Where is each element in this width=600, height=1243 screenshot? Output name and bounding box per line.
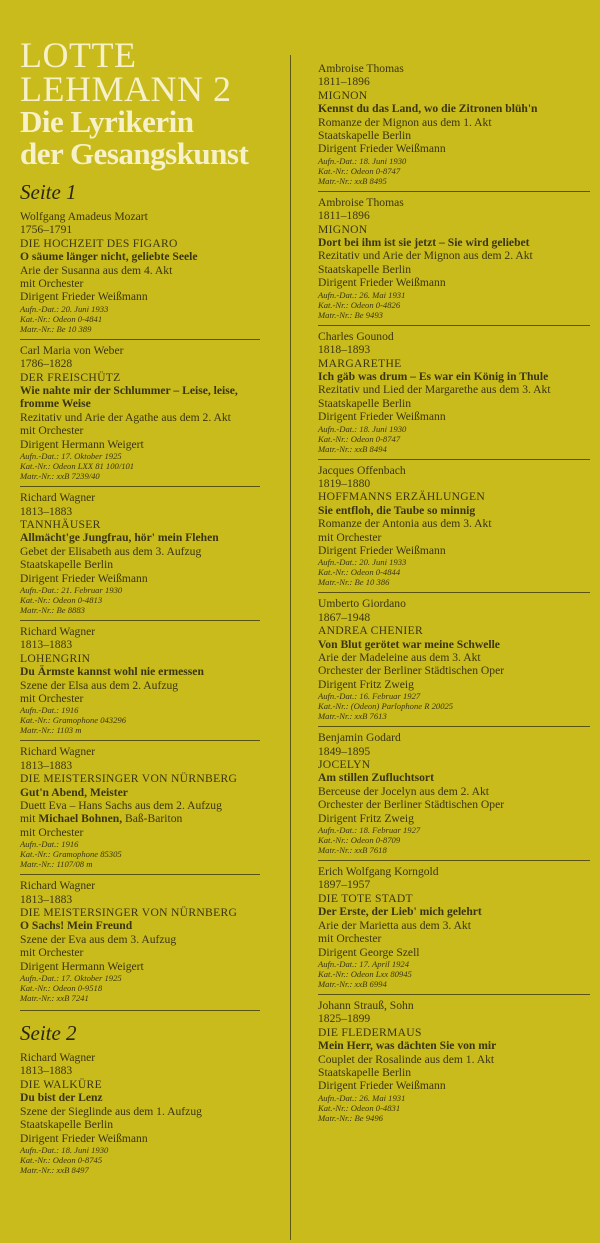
composer-dates: 1825–1899 [318,1012,371,1026]
performance-detail: Dirigent Frieder Weißmann [318,543,446,557]
recording-note: Kat.-Nr.: Gramophone 043296 [20,715,126,726]
performance-detail: Orchester der Berliner Städtischen Oper [318,798,505,812]
work-title: DIE MEISTERSINGER VON NÜRNBERG [20,772,238,786]
recording-note: Matr.-Nr.: Be 10 386 [318,577,390,588]
work-title: DIE HOCHZEIT DES FIGARO [20,236,178,250]
recording-note: Kat.-Nr.: (Odeon) Parlophone R 20025 [318,701,454,712]
aria-title: Sie entfloh, die Taube so minnig [318,503,476,517]
recording-note: Aufn.-Dat.: 26. Mai 1931 [318,289,406,300]
track-entry [20,874,260,1008]
recording-note: Aufn.-Dat.: 20. Juni 1933 [318,557,407,568]
composer-dates: 1811–1896 [318,75,370,89]
aria-title: Du Ärmste kannst wohl nie ermessen [20,665,204,679]
recording-note: Aufn.-Dat.: 1916 [20,705,79,716]
recording-note: Matr.-Nr.: Be 10 389 [20,323,92,334]
recording-note: Aufn.-Dat.: 17. Oktober 1925 [20,451,122,462]
performance-detail: mit Orchester [20,825,84,839]
column-divider [290,55,291,1240]
performance-detail: Dirigent Fritz Zweig [318,811,414,825]
aria-title: Du bist der Lenz [20,1091,103,1105]
recording-note: Kat.-Nr.: Odeon 0-4844 [318,567,401,578]
track-entry [318,860,590,994]
aria-title: Gut'n Abend, Meister [20,785,128,799]
composer-dates: 1819–1880 [318,476,371,490]
performance-detail: Staatskapelle Berlin [20,1118,114,1132]
recording-notes [20,585,260,615]
track-entry [318,62,590,191]
performance-detail: Gebet der Elisabeth aus dem 3. Aufzug [20,544,202,558]
side-divider [20,1010,260,1011]
recording-note: Kat.-Nr.: Odeon 0-8747 [318,165,401,176]
recording-notes [20,1145,260,1175]
performance-detail: Dirigent Frieder Weißmann [20,290,148,304]
composer-dates: 1813–1883 [20,1064,73,1078]
recording-notes [318,1093,590,1123]
recording-note: Aufn.-Dat.: 18. Juni 1930 [318,423,407,434]
recording-notes [20,705,260,735]
performance-detail: Szene der Eva aus dem 3. Aufzug [20,932,177,946]
recording-notes [20,973,260,1003]
work-title: DIE TOTE STADT [318,891,413,905]
recording-note: Kat.-Nr.: Gramophone 85305 [20,849,122,860]
composer-dates: 1813–1883 [20,758,73,772]
composer-name: Richard Wagner [20,491,96,505]
recording-note: Matr.-Nr.: xxB 7618 [318,845,387,856]
work-title: HOFFMANNS ERZÄHLUNGEN [318,490,486,504]
side-1-tracklist [20,210,260,1008]
track-entry [318,592,590,726]
recording-note: Aufn.-Dat.: 17. Oktober 1925 [20,973,122,984]
aria-title: Wie nahte mir der Schlummer – Leise, leise, fromme Weise [20,384,238,411]
aria-title: Allmächt'ge Jungfrau, hör' mein Flehen [20,531,219,545]
composer-name: Erich Wolfgang Korngold [318,865,439,879]
left-column [20,35,260,1180]
right-column [318,62,590,1128]
composer-name: Ambroise Thomas [318,195,404,209]
performance-detail: Dirigent Frieder Weißmann [20,571,148,585]
work-title: LOHENGRIN [20,651,91,665]
performance-detail: Dirigent Frieder Weißmann [318,142,446,156]
recording-note: Kat.-Nr.: Odeon LXX 81 100/101 [20,461,135,472]
composer-dates: 1813–1883 [20,638,73,652]
recording-note: Matr.-Nr.: xxB 7613 [318,711,387,722]
album-title-line-1: LOTTE [20,35,137,75]
recording-note: Matr.-Nr.: xxB 7241 [20,993,89,1004]
composer-name: Richard Wagner [20,745,96,759]
aria-title: O säume länger nicht, geliebte Seele [20,250,198,264]
performance-detail: Staatskapelle Berlin [318,396,412,410]
recording-note: Kat.-Nr.: Odeon 0-4813 [20,594,103,605]
recording-notes [20,304,260,334]
aria-title: Mein Herr, was dächten Sie von mir [318,1039,497,1053]
recording-note: Matr.-Nr.: xxB 8495 [318,175,387,186]
performance-detail: mit Orchester [20,277,84,291]
composer-name: Charles Gounod [318,329,394,343]
composer-dates: 1818–1893 [318,343,371,357]
composer-name: Richard Wagner [20,624,96,638]
performance-detail: Couplet der Rosalinde aus dem 1. Akt [318,1052,495,1066]
partner-name: Michael Bohnen, [38,812,123,826]
track-entry [20,1051,260,1180]
performance-detail: Arie der Marietta aus dem 3. Akt [318,918,471,932]
recording-note: Matr.-Nr.: 1103 m [20,725,82,736]
performance-detail: Dirigent Fritz Zweig [318,677,414,691]
aria-title: Am stillen Zufluchtsort [318,771,434,785]
track-entry [20,210,260,339]
aria-title: Der Erste, der Lieb' mich gelehrt [318,905,482,919]
work-title: MIGNON [318,222,368,236]
performance-detail: mit Orchester [20,946,84,960]
performance-detail: Orchester der Berliner Städtischen Oper [318,664,505,678]
recording-note: Aufn.-Dat.: 21. Februar 1930 [20,584,123,595]
aria-title: Dort bei ihm ist sie jetzt – Sie wird geliebet [318,236,530,250]
recording-note: Matr.-Nr.: xxB 8497 [20,1164,89,1175]
recording-note: Kat.-Nr.: Odeon 0-8747 [318,433,401,444]
aria-title: Kennst du das Land, wo die Zitronen blüh'n [318,102,538,116]
composer-name: Richard Wagner [20,879,96,893]
performance-detail: mit Orchester [318,530,382,544]
side-1-heading: Seite 1 [20,180,77,204]
track-entry [20,620,260,740]
recording-note: Aufn.-Dat.: 18. Juni 1930 [20,1144,109,1155]
performance-detail: mit Orchester [20,424,84,438]
composer-dates: 1897–1957 [318,878,371,892]
recording-note: Matr.-Nr.: Be 8883 [20,604,85,615]
performance-detail: Staatskapelle Berlin [20,558,114,572]
performance-detail: Rezitativ und Arie der Agathe aus dem 2. Akt [20,410,231,424]
composer-dates: 1867–1948 [318,610,371,624]
performance-detail: Staatskapelle Berlin [318,129,412,143]
recording-note: Aufn.-Dat.: 20. Juni 1933 [20,303,109,314]
side-2-tracklist-right [318,62,590,1128]
recording-notes [318,959,590,989]
performance-detail: Dirigent Frieder Weißmann [20,1131,148,1145]
album-subtitle-line-1: Die Lyrikerin [20,104,194,139]
recording-note: Aufn.-Dat.: 16. Februar 1927 [318,691,421,702]
recording-note: Matr.-Nr.: Be 9493 [318,309,383,320]
work-title: DIE WALKÜRE [20,1077,102,1091]
composer-name: Richard Wagner [20,1051,96,1065]
album-title-block [20,35,260,171]
performance-detail: Romanze der Mignon aus dem 1. Akt [318,115,492,129]
recording-note: Kat.-Nr.: Odeon 0-4831 [318,1102,401,1113]
track-entry [318,994,590,1128]
recording-notes [318,156,590,186]
track-entry [318,325,590,459]
work-title: DER FREISCHÜTZ [20,370,121,384]
performance-detail: Arie der Madeleine aus dem 3. Akt [318,651,481,664]
partner-voice: Baß-Bariton [122,812,183,826]
aria-title: Ich gäb was drum – Es war ein König in Thule [318,369,549,383]
composer-name: Johann Strauß, Sohn [318,998,414,1012]
performance-detail: Dirigent Hermann Weigert [20,437,144,451]
performance-detail: Rezitativ und Arie der Mignon aus dem 2. Akt [318,249,533,263]
work-title: MARGARETHE [318,356,402,370]
work-title: ANDREA CHENIER [318,624,423,638]
composer-name: Benjamin Godard [318,731,401,745]
recording-note: Matr.-Nr.: Be 9496 [318,1112,383,1123]
performance-detail: Rezitativ und Lied der Margarethe aus dem 3. Akt [318,383,551,397]
recording-note: Matr.-Nr.: xxB 6994 [318,978,387,989]
recording-note: Aufn.-Dat.: 17. April 1924 [318,958,410,969]
performance-detail: Dirigent Hermann Weigert [20,959,144,973]
recording-note: Matr.-Nr.: xxB 8494 [318,443,387,454]
track-entry [318,191,590,325]
track-entry [318,459,590,593]
album-subtitle-line-2: der Gesangskunst [20,136,249,171]
performance-detail: Romanze der Antonia aus dem 3. Akt [318,517,492,531]
track-entry [20,740,260,874]
track-entry [318,726,590,860]
recording-note: Kat.-Nr.: Odeon 0-4826 [318,299,401,310]
performance-detail: Dirigent George Szell [318,945,420,959]
composer-dates: 1849–1895 [318,744,371,758]
side-2-tracklist-left [20,1051,260,1180]
composer-name: Carl Maria von Weber [20,343,124,357]
composer-dates: 1811–1896 [318,209,370,223]
performance-detail: Staatskapelle Berlin [318,262,412,276]
track-entry [20,339,260,486]
recording-note: Kat.-Nr.: Odeon 0-8745 [20,1154,103,1165]
performance-detail: Staatskapelle Berlin [318,1065,412,1079]
composer-dates: 1786–1828 [20,357,73,371]
recording-notes [318,557,590,587]
aria-title: O Sachs! Mein Freund [20,919,133,933]
recording-note: Aufn.-Dat.: 1916 [20,839,79,850]
performance-detail: Szene der Elsa aus dem 2. Aufzug [20,678,179,692]
performance-detail: Duett Eva – Hans Sachs aus dem 2. Aufzug [20,799,222,812]
performance-detail: mit Orchester [20,691,84,705]
recording-note: Kat.-Nr.: Odeon 0-8709 [318,835,401,846]
work-title: DIE FLEDERMAUS [318,1025,422,1039]
performance-detail: Berceuse der Jocelyn aus dem 2. Akt [318,784,489,798]
composer-dates: 1756–1791 [20,223,73,237]
performance-detail: Arie der Susanna aus dem 4. Akt [20,263,173,277]
album-title-line-2: LEHMANN 2 [20,69,232,109]
recording-note: Matr.-Nr.: 1107/08 m [20,859,93,870]
track-entry [20,486,260,620]
composer-name: Jacques Offenbach [318,463,406,477]
side-2-heading: Seite 2 [20,1021,77,1046]
recording-notes [318,825,590,855]
recording-notes [20,839,260,869]
recording-notes [318,424,590,454]
recording-note: Aufn.-Dat.: 18. Juni 1930 [318,155,407,166]
recording-note: Matr.-Nr.: xxB 7239/40 [20,471,100,482]
performance-detail: Dirigent Frieder Weißmann [318,276,446,290]
aria-title: Von Blut gerötet war meine Schwelle [318,637,500,651]
composer-name: Umberto Giordano [318,597,406,611]
performance-detail: mit Orchester [318,932,382,946]
recording-notes [20,451,260,481]
composer-name: Wolfgang Amadeus Mozart [20,210,148,223]
partner-line [20,812,260,825]
work-title: JOCELYN [318,758,371,772]
composer-dates: 1813–1883 [20,504,73,518]
recording-note: Kat.-Nr.: Odeon 0-4841 [20,313,103,324]
performance-detail: Dirigent Frieder Weißmann [318,410,446,424]
recording-note: Aufn.-Dat.: 26. Mai 1931 [318,1092,406,1103]
performance-detail: Szene der Sieglinde aus dem 1. Aufzug [20,1104,202,1118]
recording-notes [318,691,590,721]
work-title: MIGNON [318,88,368,102]
partner-prefix: mit [20,812,39,826]
recording-note: Kat.-Nr.: Odeon Lxx 80945 [318,968,412,979]
composer-dates: 1813–1883 [20,892,73,906]
work-title: DIE MEISTERSINGER VON NÜRNBERG [20,906,238,920]
recording-note: Kat.-Nr.: Odeon 0-9518 [20,983,103,994]
recording-notes [318,290,590,320]
composer-name: Ambroise Thomas [318,62,404,75]
performance-detail: Dirigent Frieder Weißmann [318,1079,446,1093]
recording-note: Aufn.-Dat.: 18. Februar 1927 [318,825,421,836]
work-title: TANNHÄUSER [20,517,101,531]
